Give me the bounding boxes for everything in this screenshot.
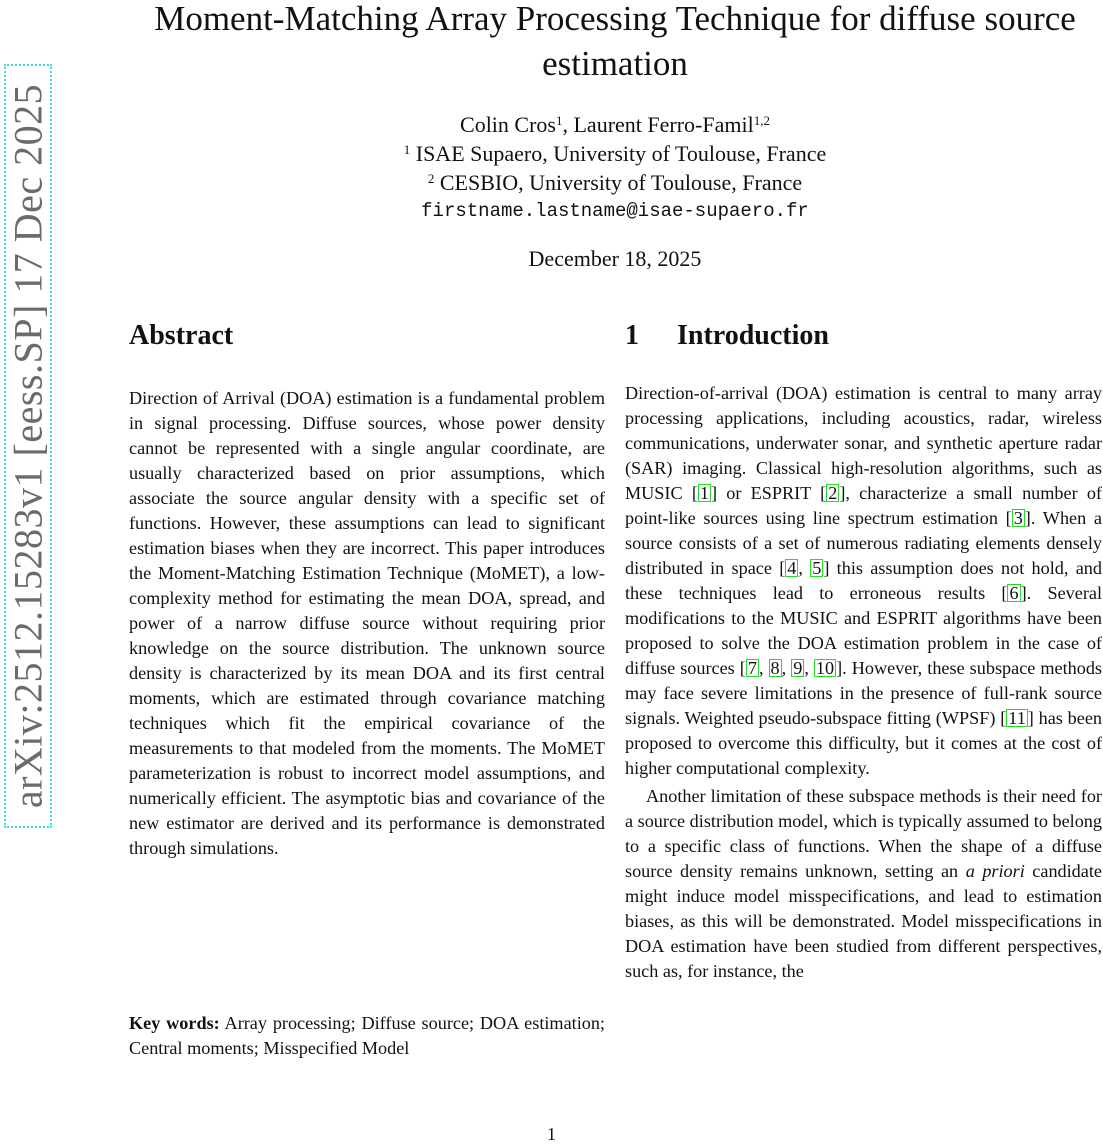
citation-link[interactable]: 5 xyxy=(812,558,822,578)
introduction-heading xyxy=(625,320,829,352)
section-number: 1 xyxy=(625,320,639,351)
author-affiliation-mark: 1,2 xyxy=(753,113,770,128)
intro-paragraph-1: Direction-of-arrival (DOA) estimation is central to many array processing applications, including acoustics, radar, wireless communications, underwater sonar, and synthetic aperture radar (SAR) imaging. Classical high-resolution algorithms, such as MUSIC [ 1 ] or ESPRIT [ 2 ], characterize a small number of point-like sources using line spectrum estimation [ 3 ]. When a source consists of a set of numerous radiating elements densely distributed in space [ 4 , 5 ] this assumption does not hold, and these techniques lead to erroneous results [ 6 ]. Several modifications to the MUSIC and ESPRIT algorithms have been proposed to solve the DOA estimation problem in the case of diffuse sources [ 7 , 8 , 9 , 10 ]. However, these subspace methods may face severe limitations in the presence of full-rank source signals. Weighted pseudo-subspace fitting (WPSF) [ 11 ] has been proposed to overcome this difficulty, but it comes at the cost of higher computational complexity. xyxy=(625,383,1103,778)
author-name: Colin Cros xyxy=(460,112,556,137)
citation-link[interactable]: 3 xyxy=(1013,508,1023,528)
keywords xyxy=(129,1011,605,1061)
affiliation: $^1$ ISAE Supaero, University of Toulouse, France xyxy=(403,141,827,166)
citation-link[interactable]: 11 xyxy=(1008,708,1026,728)
citation-link[interactable]: 4 xyxy=(787,558,797,578)
paper-title: Moment-Matching Array Processing Technique for diffuse source estimation xyxy=(154,0,1076,83)
abstract-heading: Abstract xyxy=(129,320,234,351)
author-email[interactable]: firstname.lastname@isae-supaero.fr xyxy=(421,200,809,222)
citation-link[interactable]: 8 xyxy=(770,658,780,678)
affiliation: $^2$ CESBIO, University of Toulouse, France xyxy=(427,170,803,195)
author-affiliation-mark: 1 xyxy=(555,113,563,128)
emphasis-text: a priori xyxy=(965,861,1025,881)
citation-link[interactable]: 9 xyxy=(793,658,803,678)
citation-link[interactable]: 7 xyxy=(747,658,757,678)
author-line: Colin Cros$^1$, Laurent Ferro-Famil$^{1,2}$ xyxy=(460,112,770,137)
keywords-list: Array processing; Diffuse source; DOA estimation; Central moments; Misspecified Model xyxy=(129,1013,605,1058)
section-title: Introduction xyxy=(677,320,829,351)
abstract-body: Direction of Arrival (DOA) estimation is a fundamental problem in signal processing. Diffuse sources, whose power density cannot be represented with a single angular coordinate, are usually characterized based on prior assumptions, which associate the source angular density with a specific set of functions. However, these assumptions can lead to significant estimation biases when they are incorrect. This paper introduces the Moment-Matching Estimation Technique (MoMET), a low-complexity method for estimating the mean DOA, spread, and power of a narrow diffuse source without requiring prior knowledge on the source distribution. The unknown source density is characterized by its mean DOA and its first central moments, which are estimated through covariance matching techniques which fit the empirical covariance of the measurements to that modeled from the moments. The MoMET parameterization is robust to incorrect model assumptions, and numerically efficient. The asymptotic bias and covariance of the new estimator are derived and its performance is demonstrated through simulations. xyxy=(129,388,605,858)
citation-link[interactable]: 2 xyxy=(828,483,838,503)
author-block xyxy=(340,110,890,226)
intro-paragraph-2: Another limitation of these subspace methods is their need for a source distribution model, which is typically assumed to belong to a specific class of functions. When the shape of a diffuse source density remains unknown, setting an a priori candidate might induce model misspecifications, and lead to estimation biases, as this will be demonstrated. Model misspecifications in DOA estimation have been studied from different perspectives, such as, for instance, the xyxy=(625,786,1102,981)
citation-link[interactable]: 1 xyxy=(699,483,709,503)
introduction-body xyxy=(625,381,1102,984)
arxiv-identifier[interactable]: arXiv:2512.15283v1 [eess.SP] 17 Dec 2025 xyxy=(5,83,51,809)
keywords-label: Key words: xyxy=(129,1013,220,1033)
citation-link[interactable]: 6 xyxy=(1009,583,1019,603)
author-name: Laurent Ferro-Famil xyxy=(573,112,754,137)
publication-date: December 18, 2025 xyxy=(528,246,702,271)
arxiv-sidebar-stamp xyxy=(4,64,52,828)
citation-link[interactable]: 10 xyxy=(815,658,835,678)
page-number: 1 xyxy=(547,1124,556,1144)
